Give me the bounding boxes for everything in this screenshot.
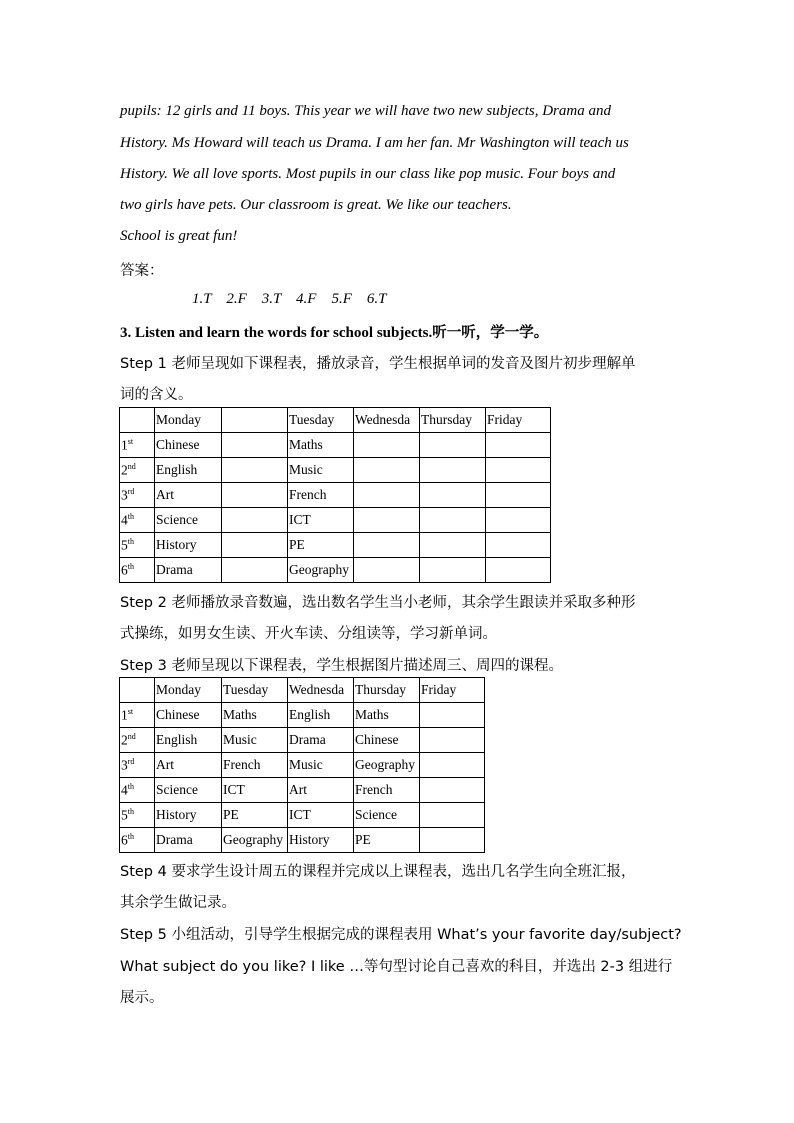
subject-cell bbox=[354, 483, 420, 508]
step-2-line-1: Step 2 老师播放录音数遍，选出数名学生当小老师，其余学生跟读并采取多种形 bbox=[120, 595, 636, 611]
step-4-line-2: 其余学生做记录。 bbox=[120, 895, 236, 911]
period-number: 5 bbox=[121, 537, 128, 553]
subject-cell: Art bbox=[288, 778, 354, 803]
table-header-cell: Wednesda bbox=[288, 678, 354, 703]
subject-cell bbox=[420, 558, 486, 583]
period-number-cell bbox=[120, 828, 155, 853]
subject-cell bbox=[420, 828, 485, 853]
subject-cell: History bbox=[155, 533, 222, 558]
schedule-table-1 bbox=[119, 407, 551, 583]
subject-cell bbox=[354, 508, 420, 533]
subject-cell: Music bbox=[288, 458, 354, 483]
step-2-line-2: 式操练，如男女生读、开火车读、分组读等，学习新单词。 bbox=[120, 626, 497, 642]
subject-cell bbox=[420, 433, 486, 458]
step-3-line-1: Step 3 老师呈现以下课程表，学生根据图片描述周三、周四的课程。 bbox=[120, 658, 563, 674]
subject-cell: French bbox=[222, 753, 288, 778]
period-ordinal-suffix: th bbox=[127, 511, 134, 521]
subject-cell: Chinese bbox=[155, 703, 222, 728]
period-number-cell bbox=[120, 703, 155, 728]
subject-cell: Geography bbox=[354, 753, 420, 778]
period-ordinal-suffix: th bbox=[127, 781, 134, 791]
subject-cell: History bbox=[155, 803, 222, 828]
period-number-cell bbox=[120, 458, 155, 483]
subject-cell: Music bbox=[288, 753, 354, 778]
section-3-heading-en: 3. Listen and learn the words for school subjects. bbox=[120, 325, 433, 341]
table-header-cell: Monday bbox=[155, 408, 222, 433]
period-number: 3 bbox=[121, 757, 128, 773]
passage-line-2: History. Ms Howard will teach us Drama. I am her fan. Mr Washington will teach us bbox=[120, 135, 629, 151]
subject-cell: Science bbox=[354, 803, 420, 828]
period-number: 3 bbox=[121, 487, 128, 503]
subject-cell bbox=[486, 458, 551, 483]
table-header-cell: Thursday bbox=[420, 408, 486, 433]
answers-label: 答案： bbox=[120, 263, 164, 279]
subject-cell: Chinese bbox=[155, 433, 222, 458]
period-ordinal-suffix: rd bbox=[127, 756, 135, 766]
table-row bbox=[120, 803, 485, 828]
subject-cell: PE bbox=[222, 803, 288, 828]
schedule-table-2 bbox=[119, 677, 485, 853]
table-row bbox=[120, 778, 485, 803]
subject-cell bbox=[222, 433, 288, 458]
subject-cell bbox=[222, 483, 288, 508]
subject-cell bbox=[486, 558, 551, 583]
table-row bbox=[120, 703, 485, 728]
subject-cell bbox=[420, 778, 485, 803]
subject-cell: ICT bbox=[288, 508, 354, 533]
subject-cell bbox=[486, 433, 551, 458]
subject-cell: Geography bbox=[288, 558, 354, 583]
subject-cell: Music bbox=[222, 728, 288, 753]
table-row bbox=[120, 828, 485, 853]
table-row bbox=[120, 458, 551, 483]
subject-cell bbox=[354, 533, 420, 558]
period-number: 6 bbox=[121, 562, 128, 578]
passage-line-3: History. We all love sports. Most pupils in our class like pop music. Four boys and bbox=[120, 166, 616, 182]
subject-cell: PE bbox=[288, 533, 354, 558]
table-header-cell bbox=[120, 408, 155, 433]
period-number: 6 bbox=[121, 832, 128, 848]
answers-items: 1.T 2.F 3.T 4.F 5.F 6.T bbox=[192, 291, 387, 307]
subject-cell bbox=[222, 458, 288, 483]
subject-cell bbox=[222, 558, 288, 583]
subject-cell bbox=[486, 483, 551, 508]
period-number: 5 bbox=[121, 807, 128, 823]
subject-cell bbox=[420, 458, 486, 483]
subject-cell: ICT bbox=[288, 803, 354, 828]
section-3-heading-cn: 听一听，学一学。 bbox=[432, 325, 549, 341]
subject-cell bbox=[486, 533, 551, 558]
period-ordinal-suffix: nd bbox=[127, 731, 136, 741]
section-3-heading bbox=[120, 321, 548, 342]
table-header-cell: Tuesday bbox=[288, 408, 354, 433]
subject-cell bbox=[222, 508, 288, 533]
subject-cell: Drama bbox=[288, 728, 354, 753]
subject-cell bbox=[222, 533, 288, 558]
passage-line-5: School is great fun! bbox=[120, 228, 238, 244]
table-row bbox=[120, 508, 551, 533]
period-ordinal-suffix: nd bbox=[127, 461, 136, 471]
period-number: 1 bbox=[121, 437, 128, 453]
subject-cell: Maths bbox=[354, 703, 420, 728]
subject-cell bbox=[420, 483, 486, 508]
step-5-line-3: 展示。 bbox=[120, 990, 164, 1006]
subject-cell: PE bbox=[354, 828, 420, 853]
period-ordinal-suffix: th bbox=[127, 561, 134, 571]
subject-cell: Science bbox=[155, 778, 222, 803]
subject-cell: ICT bbox=[222, 778, 288, 803]
table-row bbox=[120, 728, 485, 753]
period-number-cell bbox=[120, 483, 155, 508]
table-header-cell: Thursday bbox=[354, 678, 420, 703]
period-ordinal-suffix: st bbox=[127, 706, 134, 716]
table-header-cell bbox=[120, 678, 155, 703]
period-number-cell bbox=[120, 803, 155, 828]
table-header-row bbox=[120, 408, 551, 433]
table-row bbox=[120, 558, 551, 583]
table-row bbox=[120, 433, 551, 458]
table-row bbox=[120, 483, 551, 508]
subject-cell bbox=[420, 508, 486, 533]
subject-cell: Drama bbox=[155, 558, 222, 583]
step-1-line-2: 词的含义。 bbox=[120, 387, 193, 403]
subject-cell bbox=[420, 533, 486, 558]
period-ordinal-suffix: th bbox=[127, 806, 134, 816]
subject-cell: English bbox=[155, 458, 222, 483]
subject-cell: Maths bbox=[288, 433, 354, 458]
step-5-line-2: What subject do you like? I like …等句型讨论自己喜欢的科目，并选出 2-3 组进行 bbox=[120, 959, 673, 975]
table-header-row bbox=[120, 678, 485, 703]
subject-cell bbox=[420, 803, 485, 828]
period-number-cell bbox=[120, 508, 155, 533]
period-number-cell bbox=[120, 728, 155, 753]
period-number: 1 bbox=[121, 707, 128, 723]
table-header-cell: Wednesda bbox=[354, 408, 420, 433]
period-number: 2 bbox=[121, 732, 128, 748]
period-number-cell bbox=[120, 778, 155, 803]
table-header-cell: Monday bbox=[155, 678, 222, 703]
period-ordinal-suffix: th bbox=[127, 536, 134, 546]
table-header-cell: Tuesday bbox=[222, 678, 288, 703]
period-number-cell bbox=[120, 753, 155, 778]
subject-cell bbox=[420, 728, 485, 753]
subject-cell: English bbox=[155, 728, 222, 753]
period-ordinal-suffix: th bbox=[127, 831, 134, 841]
table-header-cell: Friday bbox=[486, 408, 551, 433]
passage-line-4: two girls have pets. Our classroom is great. We like our teachers. bbox=[120, 197, 512, 213]
subject-cell: Art bbox=[155, 483, 222, 508]
period-number: 4 bbox=[121, 782, 128, 798]
period-number-cell bbox=[120, 533, 155, 558]
period-number: 4 bbox=[121, 512, 128, 528]
period-number: 2 bbox=[121, 462, 128, 478]
subject-cell: English bbox=[288, 703, 354, 728]
subject-cell: French bbox=[288, 483, 354, 508]
subject-cell: French bbox=[354, 778, 420, 803]
table-row bbox=[120, 753, 485, 778]
period-number-cell bbox=[120, 558, 155, 583]
subject-cell bbox=[354, 558, 420, 583]
table-header-cell bbox=[222, 408, 288, 433]
period-ordinal-suffix: rd bbox=[127, 486, 135, 496]
subject-cell: Science bbox=[155, 508, 222, 533]
step-4-line-1: Step 4 要求学生设计周五的课程并完成以上课程表，选出几名学生向全班汇报， bbox=[120, 864, 636, 880]
subject-cell: Drama bbox=[155, 828, 222, 853]
subject-cell bbox=[354, 458, 420, 483]
subject-cell: History bbox=[288, 828, 354, 853]
subject-cell: Geography bbox=[222, 828, 288, 853]
subject-cell bbox=[420, 703, 485, 728]
table-row bbox=[120, 533, 551, 558]
passage-line-1: pupils: 12 girls and 11 boys. This year we will have two new subjects, Drama and bbox=[120, 103, 611, 119]
step-5-line-1: Step 5 小组活动，引导学生根据完成的课程表用 What’s your favorite day/subject? bbox=[120, 927, 682, 943]
subject-cell: Maths bbox=[222, 703, 288, 728]
subject-cell bbox=[354, 433, 420, 458]
step-1-line-1: Step 1 老师呈现如下课程表，播放录音，学生根据单词的发音及图片初步理解单 bbox=[120, 356, 636, 372]
period-ordinal-suffix: st bbox=[127, 436, 134, 446]
subject-cell bbox=[420, 753, 485, 778]
subject-cell: Art bbox=[155, 753, 222, 778]
period-number-cell bbox=[120, 433, 155, 458]
subject-cell: Chinese bbox=[354, 728, 420, 753]
table-header-cell: Friday bbox=[420, 678, 485, 703]
subject-cell bbox=[486, 508, 551, 533]
